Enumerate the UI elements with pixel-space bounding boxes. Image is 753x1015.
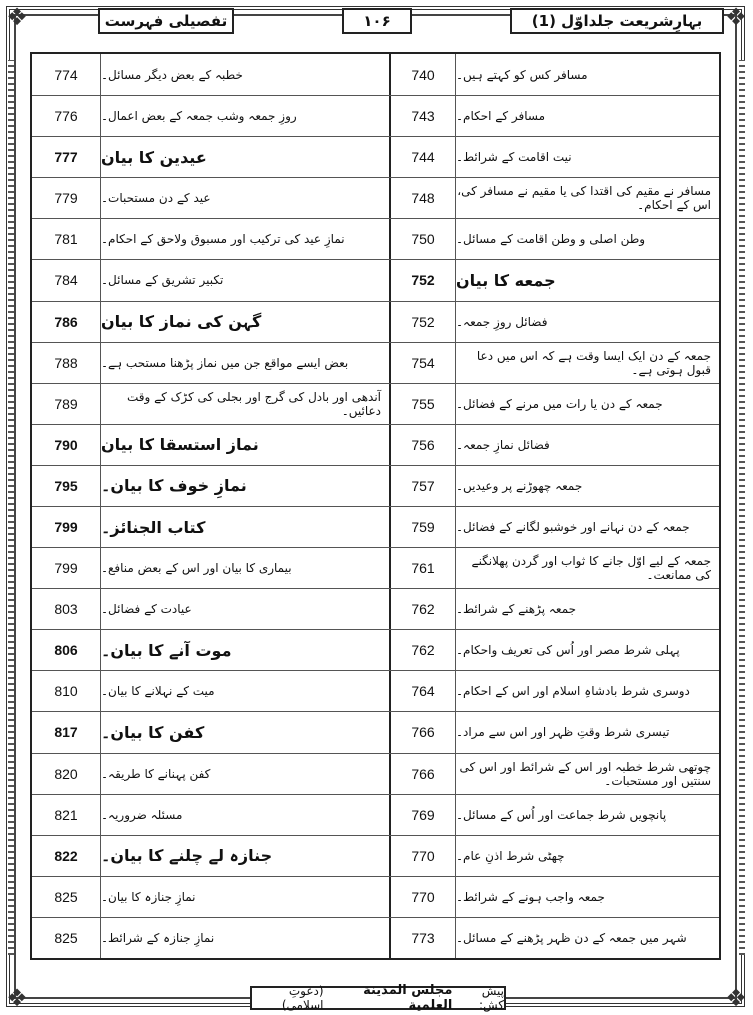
page-number-right: 748: [411, 190, 435, 207]
table-row: [32, 917, 719, 958]
table-row: [32, 259, 719, 300]
page-number-right: 762: [411, 601, 435, 618]
page-number-left: 825: [54, 888, 78, 905]
page-number-left: 789: [54, 395, 78, 412]
page-number-right: 770: [411, 847, 435, 864]
entry-title-left: نماز استسقا کا بیان: [101, 435, 259, 455]
table-row: [32, 547, 719, 588]
entry-title-left: نمازِ جنازہ کا بیان۔: [101, 889, 196, 904]
page-number-right: 752: [411, 272, 435, 289]
corner-ornament-icon: ❖: [6, 3, 28, 31]
table-row: [32, 424, 719, 465]
page-number-left: 799: [54, 519, 78, 536]
page-number-left: 779: [54, 190, 78, 207]
entry-title-right: فضائل روزِ جمعہ۔: [456, 314, 548, 329]
entry-title-right: پانچویں شرط جماعت اور اُس کے مسائل۔: [456, 807, 667, 822]
page-number: ۱۰۶: [363, 12, 391, 30]
page-number-right: 756: [411, 436, 435, 453]
entry-title-left: نمازِ عید کی ترکیب اور مسبوق ولاحق کے احکام۔: [101, 232, 345, 247]
table-row: [32, 711, 719, 752]
entry-title-right: دوسری شرط بادشاہِ اسلام اور اس کے احکام۔: [456, 684, 690, 699]
table-row: [32, 794, 719, 835]
entry-title-right: مسافر کس کو کہتے ہیں۔: [456, 67, 588, 82]
table-row: [32, 177, 719, 218]
publisher-footer: [250, 983, 506, 1013]
entry-title-right: چھٹی شرط اذنِ عام۔: [456, 848, 565, 863]
entry-title-right: وطن اصلی و وطن اقامت کے مسائل۔: [456, 232, 646, 247]
corner-ornament-icon: ❖: [725, 3, 747, 31]
entry-title-right: جمعہ پڑھنے کے شرائط۔: [456, 602, 577, 617]
entry-title-left: تکبیر تشریق کے مسائل۔: [101, 273, 224, 288]
page-number-right: 752: [411, 313, 435, 330]
table-row: [32, 670, 719, 711]
entry-title-left: روزِ جمعہ وشب جمعہ کے بعض اعمال۔: [101, 109, 297, 124]
book-title-box: [510, 8, 724, 34]
page-number-left: 822: [54, 847, 78, 864]
footer-suffix: (دعوتِ اسلامی): [281, 984, 324, 1012]
corner-ornament-icon: ❖: [725, 984, 747, 1012]
page-number-right: 750: [411, 231, 435, 248]
entry-title-right: جمعہ کے دن نہانے اور خوشبو لگانے کے فضائل۔: [456, 520, 690, 535]
page-number-right: 761: [411, 560, 435, 577]
table-of-contents: [30, 52, 721, 960]
entry-title-left: عید کے دن مستحبات۔: [101, 191, 211, 206]
page-number-left: 786: [54, 313, 78, 330]
section-title-box: [98, 8, 234, 34]
table-row: [32, 301, 719, 342]
entry-title-left: خطبہ کے بعض دیگر مسائل۔: [101, 67, 243, 82]
entry-title-left: بیماری کا بیان اور اس کے بعض منافع۔: [101, 561, 292, 576]
entry-title-left: بعض ایسے مواقع جن میں نماز پڑھنا مستحب ہے۔: [101, 355, 349, 370]
page-number-right: 766: [411, 724, 435, 741]
page-number-right: 764: [411, 683, 435, 700]
section-title: تفصیلی فہرست: [104, 12, 228, 30]
entry-title-left: عیادت کے فضائل۔: [101, 602, 192, 617]
entry-title-right: جمعہ کے دن یا رات میں مرنے کے فضائل۔: [456, 396, 663, 411]
entry-title-left: کفن کا بیان۔: [101, 722, 205, 742]
table-row: [32, 506, 719, 547]
footer-prefix: پیش کش:: [478, 984, 504, 1012]
page-number-right: 743: [411, 108, 435, 125]
page-number-right: 769: [411, 806, 435, 823]
entry-title-right: شہر میں جمعہ کے دن ظہر پڑھنے کے مسائل۔: [456, 930, 687, 945]
entry-title-right: پہلی شرط مصر اور اُس کی تعریف واحکام۔: [456, 643, 680, 658]
page-number-right: 740: [411, 66, 435, 83]
table-row: [32, 835, 719, 876]
page-number-left: 777: [54, 149, 78, 166]
entry-title-right: تیسری شرط وقتِ ظہر اور اس سے مراد۔: [456, 725, 670, 740]
entry-title-right: جمعہ چھوڑنے پر وعیدیں۔: [456, 478, 583, 493]
entry-title-left: جنازہ لے چلنے کا بیان۔: [101, 846, 273, 866]
page-number-left: 803: [54, 601, 78, 618]
entry-title-left: میت کے نہلانے کا بیان۔: [101, 684, 215, 699]
page-number-right: 759: [411, 519, 435, 536]
table-row: [32, 54, 719, 95]
entry-title-right: جمعہ واجب ہونے کے شرائط۔: [456, 889, 605, 904]
table-row: [32, 465, 719, 506]
corner-ornament-icon: ❖: [6, 984, 28, 1012]
page-number-left: 790: [54, 436, 78, 453]
page-number-box: [342, 8, 412, 34]
entry-title-left: نمازِ جنازہ کے شرائط۔: [101, 930, 215, 945]
page-number-right: 757: [411, 477, 435, 494]
entry-title-right: چوتھی شرط خطبہ اور اس کے شرائط اور اس کی سنتیں اور مستحبات۔: [459, 759, 711, 788]
entry-title-left: گہن کی نماز کا بیان: [101, 312, 262, 332]
page-number-left: 820: [54, 765, 78, 782]
entry-title-right: جمعہ کے لیے اوّل جانے کا ثواب اور گردن پھلانگنے کی ممانعت۔: [471, 554, 711, 583]
page-number-left: 776: [54, 108, 78, 125]
page-number-left: 774: [54, 66, 78, 83]
entry-title-right: نیت اقامت کے شرائط۔: [456, 150, 572, 165]
entry-title-left: آندھی اور بادل کی گرج اور بجلی کی کڑک کے وقت دعائیں۔: [126, 389, 381, 418]
book-title: بہارِشریعت جلداوّل (1): [531, 12, 703, 30]
table-row: [32, 342, 719, 383]
page-number-left: 806: [54, 642, 78, 659]
entry-title-right: مسافر نے مقیم کی اقتدا کی یا مقیم نے مسافر کی، اس کے احکام۔: [457, 184, 711, 213]
entry-title-left: مسئلہ ضروریہ۔: [101, 807, 183, 822]
entry-title-left: موت آنے کا بیان۔: [101, 640, 232, 660]
entry-title-left: نمازِ خوف کا بیان۔: [101, 476, 247, 496]
page-number-left: 795: [54, 477, 78, 494]
page-number-left: 788: [54, 354, 78, 371]
table-row: [32, 383, 719, 424]
page-number-right: 754: [411, 354, 435, 371]
page-number-left: 781: [54, 231, 78, 248]
page-number-left: 799: [54, 560, 78, 577]
right-border-ornament: [739, 60, 745, 955]
table-row: [32, 588, 719, 629]
table-row: [32, 136, 719, 177]
entry-title-left: عیدین کا بیان: [101, 147, 207, 167]
left-border-ornament: [8, 60, 14, 955]
entry-title-left: كتاب الجنائز۔: [101, 517, 206, 537]
entry-title-right: مسافر کے احکام۔: [456, 109, 546, 124]
page-number-left: 825: [54, 929, 78, 946]
page-number-right: 766: [411, 765, 435, 782]
page-number-left: 821: [54, 806, 78, 823]
table-row: [32, 95, 719, 136]
page-number-left: 784: [54, 272, 78, 289]
table-row: [32, 753, 719, 794]
page-number-left: 810: [54, 683, 78, 700]
footer-organization: مجلس المدينة العلمية: [363, 983, 453, 1013]
entry-title-right: جمعہ کے دن ایک ایسا وقت ہے کہ اس میں دعا قبول ہوتی ہے۔: [476, 348, 711, 377]
table-row: [32, 876, 719, 917]
page-number-right: 755: [411, 395, 435, 412]
entry-title-right: فضائل نمازِ جمعہ۔: [456, 437, 550, 452]
page-number-right: 770: [411, 888, 435, 905]
table-row: [32, 218, 719, 259]
page-number-right: 762: [411, 642, 435, 659]
page-number-right: 773: [411, 929, 435, 946]
page-number-left: 817: [54, 724, 78, 741]
page-number-right: 744: [411, 149, 435, 166]
entry-title-right: جمعه کا بیان: [456, 270, 556, 290]
entry-title-left: کفن پہنانے کا طریقہ۔: [101, 766, 211, 781]
table-row: [32, 629, 719, 670]
